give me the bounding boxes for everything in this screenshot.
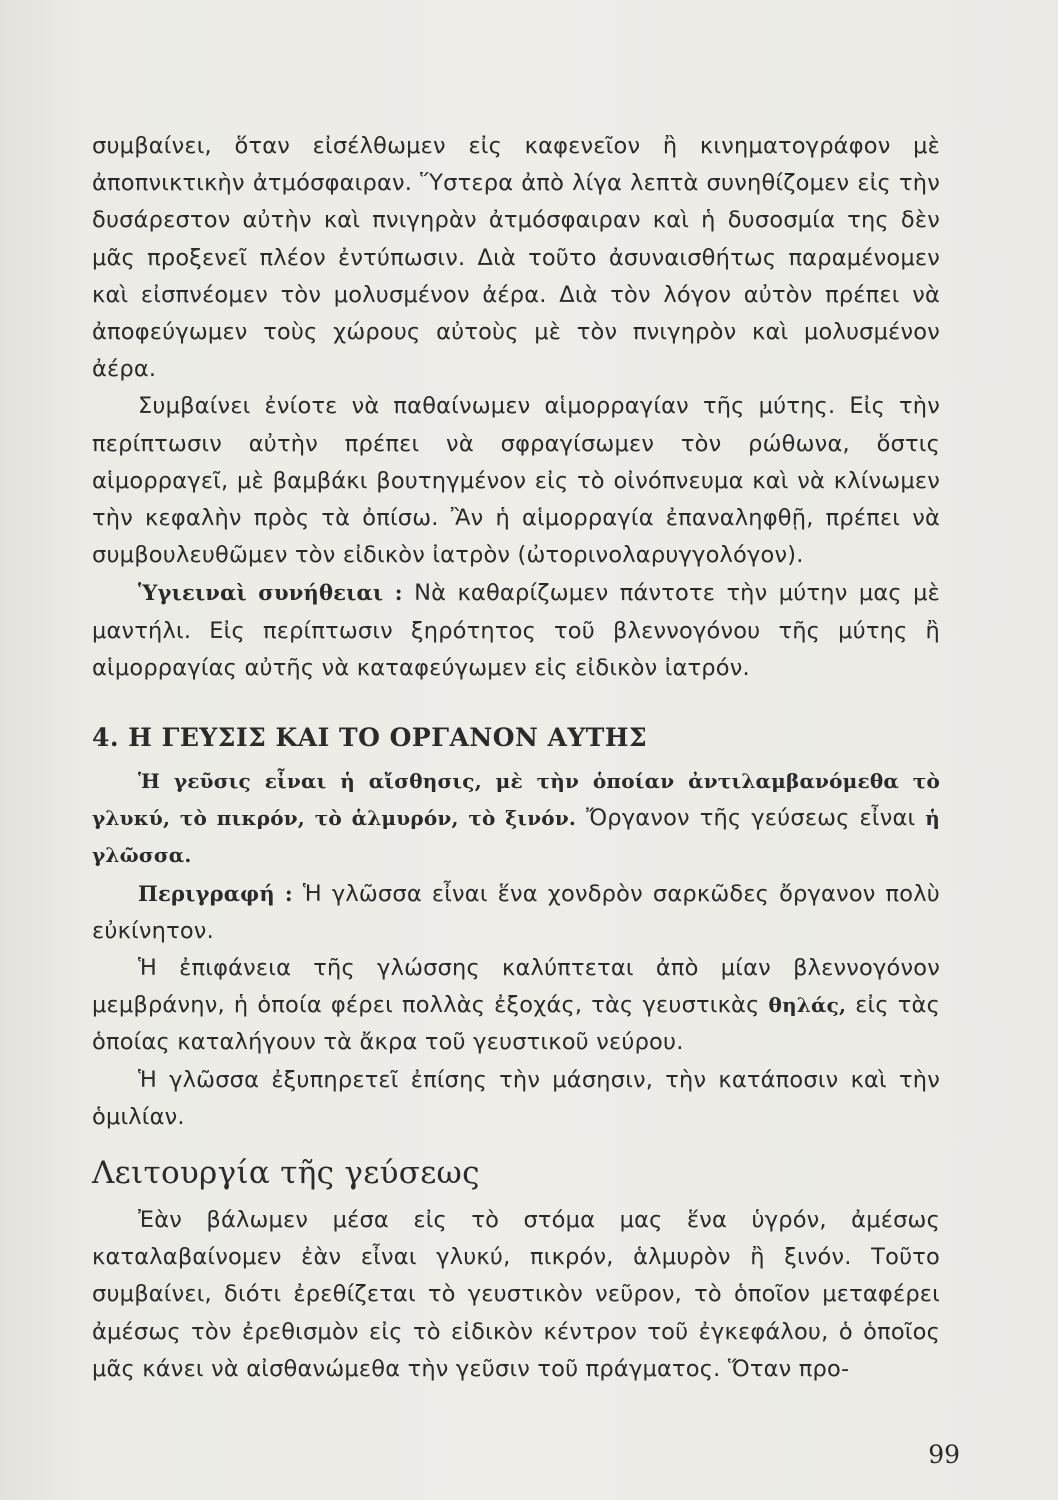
paragraph-hygiene-habits (92, 574, 940, 687)
hygiene-label: Ὑγιειναὶ συνήθειαι : (138, 580, 403, 606)
hygiene-text: Νὰ καθαρίζωμεν πάντοτε τὴν μύτην μας μὲ μαντήλι. Εἰς περίπτωσιν ξηρότητος τοῦ βλεννογόνου τῆς μύτης ἢ αἱμορραγίας αὐτῆς νὰ καταφεύγωμεν εἰς εἰδικὸν ἰατρόν. (92, 580, 940, 681)
page-number: 99 (928, 1440, 960, 1469)
paragraph-air-pollution: συμβαίνει, ὅταν εἰσέλθωμεν εἰς καφενεῖον ἢ κινηματογράφον μὲ ἀποπνικτικὴν ἀτμόσφαιραν. Ὕστερα ἀπὸ λίγα λεπτὰ συνηθίζομεν εἰς τὴν δυσάρεστον αὐτὴν καὶ πνιγηρὰν ἀτμόσφαιραν καὶ ἡ δυσοσμία της δὲν μᾶς προξενεῖ πλέον ἐντύπωσιν. Διὰ τοῦτο ἀσυναισθήτως παραμένομεν καὶ εἰσπνέομεν τὸν μολυσμένον ἀέρα. Διὰ τὸν λόγον αὐτὸν πρέπει νὰ ἀποφεύγωμεν τοὺς χώρους αὐτοὺς μὲ τὸν πνιγηρὸν καὶ μολυσμένον ἀέρα. (92, 133, 940, 383)
paragraph-nosebleed: Συμβαίνει ἐνίοτε νὰ παθαίνωμεν αἱμορραγίαν τῆς μύτης. Εἰς τὴν περίπτωσιν αὐτὴν πρέπει νὰ σφραγίσωμεν τὸν ρώθωνα, ὅστις αἱμορραγεῖ, μὲ βαμβάκι βουτηγμένον εἰς τὸ οἰνόπνευμα καὶ νὰ κλίνωμεν τὴν κεφαλὴν πρὸς τὰ ὀπίσω. Ἂν ἡ αἱμορραγία ἐπαναληφθῇ, πρέπει νὰ συμβουλευθῶμεν τὸν εἰδικὸν ἰατρὸν (ὠτορινολαρυγγολόγον). (92, 393, 940, 569)
paragraph-tongue-surface (92, 950, 940, 1062)
subheading-taste-function: Λειτουργία τῆς γεύσεως (92, 1155, 480, 1192)
papillae-bold: θηλάς, (768, 993, 847, 1018)
surface-text-b: εἰς τὰς ὁποίας καταλήγουν τὰ ἄκρα τοῦ γευστικοῦ νεύρου. (92, 992, 940, 1056)
taste-definition-text: Ὄργανον τῆς γεύσεως εἶναι (576, 805, 926, 832)
paragraph-tongue-description (92, 875, 940, 950)
taste-definition-bold: Ἡ γεῦσις εἶναι ἡ αἴσθησις, μὲ τὴν ὁποίαν ἀντιλαμβανόμεθα τὸ γλυκύ, τὸ πικρόν, τὸ ἁλμυρόν, τὸ ξινόν. (92, 769, 940, 831)
description-label: Περιγραφή : (138, 880, 293, 906)
page-body (92, 128, 940, 1388)
paragraph-taste-definition (92, 763, 940, 875)
taste-organ-bold: ἡ γλῶσσα. (92, 806, 940, 868)
description-text: Ἡ γλῶσσα εἶναι ἕνα χονδρὸν σαρκῶδες ὄργανον πολὺ εὐκίνητον. (92, 880, 941, 944)
surface-text-a: Ἡ ἐπιφάνεια τῆς γλώσσης καλύπτεται ἀπὸ μίαν βλεννογόνον μεμβράνην, ἡ ὁποία φέρει πολλὰς ἐξοχάς, τὰς γευστικὰς (92, 955, 940, 1019)
paragraph-taste-mechanism: Ἐὰν βάλωμεν μέσα εἰς τὸ στόμα μας ἕνα ὑγρόν, ἀμέσως καταλαβαίνομεν ἐὰν εἶναι γλυκύ, πικρόν, ἁλμυρὸν ἢ ξινόν. Τοῦτο συμβαίνει, διότι ἐρεθίζεται τὸ γευστικὸν νεῦρον, τὸ ὁποῖον μεταφέρει ἀμέσως τὸν ἐρεθισμὸν εἰς τὸ εἰδικὸν κέντρον τοῦ ἐγκεφάλου, ὁ ὁποῖος μᾶς κάνει νὰ αἰσθανώμεθα τὴν γεῦσιν τοῦ πράγματος. Ὅταν προ- (92, 1207, 940, 1382)
section-heading-taste: 4. Η ΓΕΥΣΙΣ ΚΑΙ ΤΟ ΟΡΓΑΝΟΝ ΑΥΤΗΣ (92, 723, 648, 753)
paragraph-tongue-functions: Ἡ γλῶσσα ἐξυπηρετεῖ ἐπίσης τὴν μάσησιν, τὴν κατάποσιν καὶ τὴν ὁμιλίαν. (92, 1066, 940, 1130)
